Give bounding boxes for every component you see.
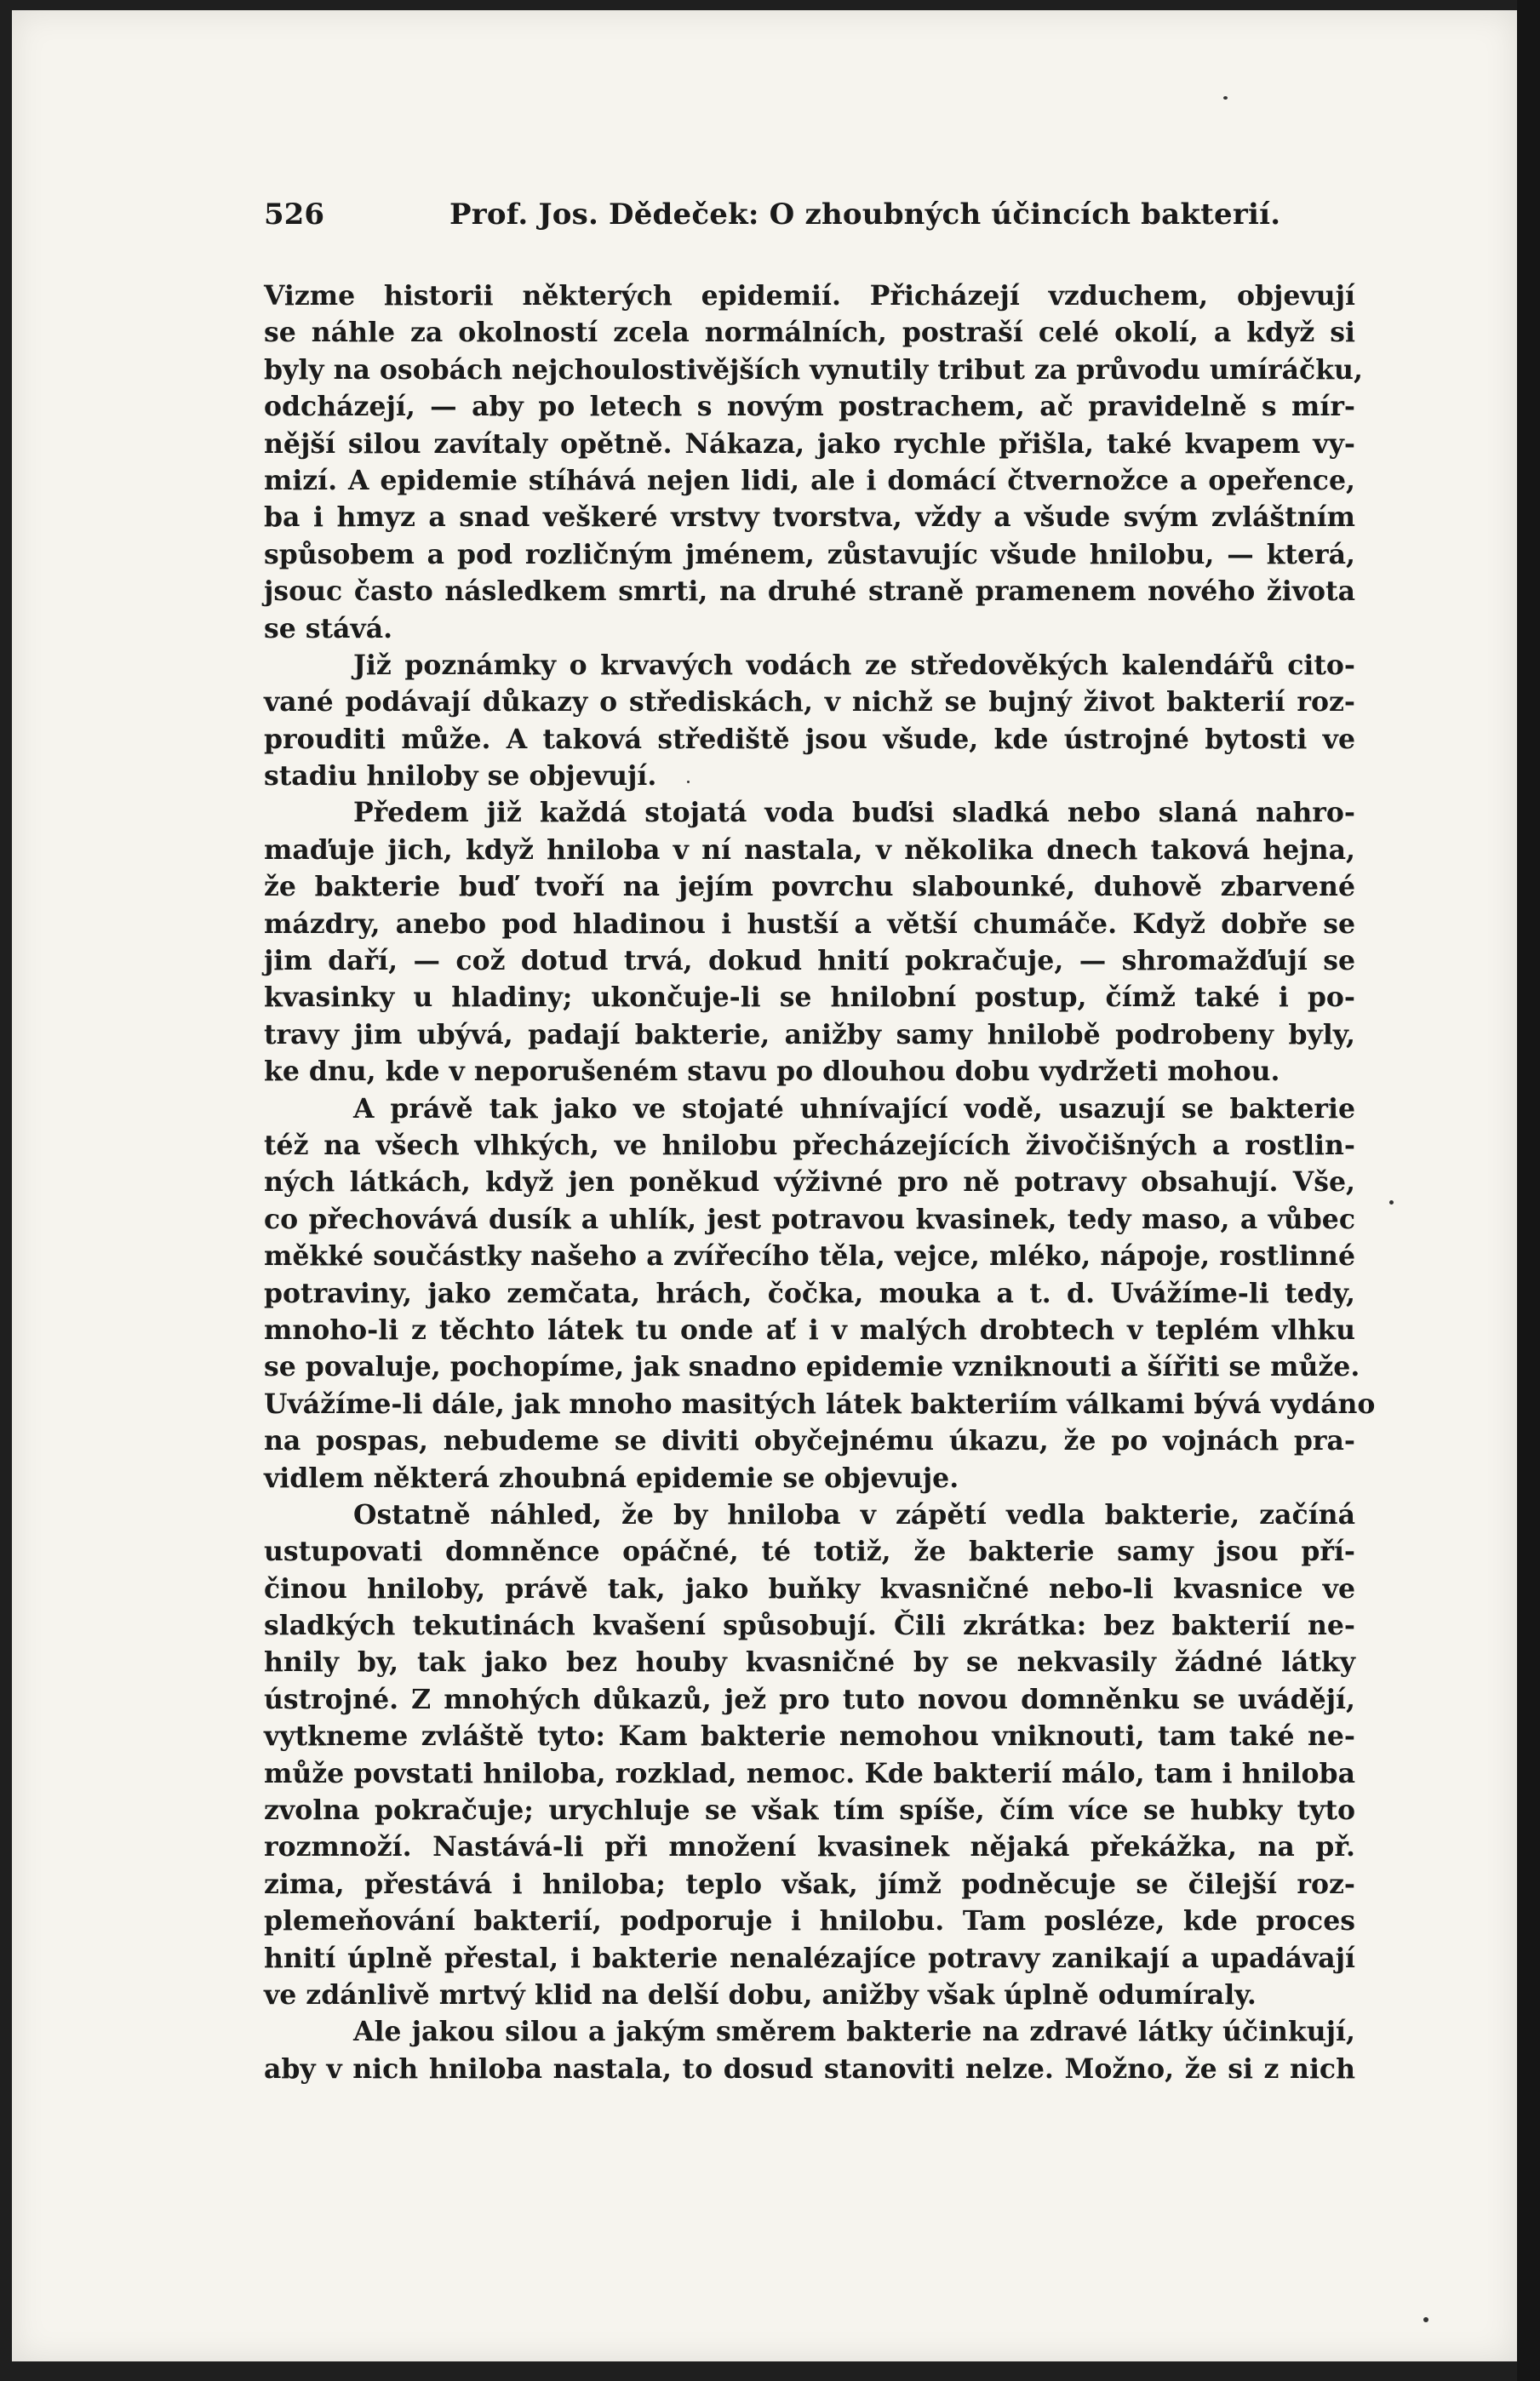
text-line: měkké součástky našeho a zvířecího těla, vejce, mléko, nápoje, rostlinné xyxy=(264,1240,1355,1273)
text-line: vané podávají důkazy o střediskách, v nichž se bujný život bakterií roz- xyxy=(264,686,1355,718)
text-line: nější silou zavítaly opětně. Nákaza, jako rychle přišla, také kvapem vy- xyxy=(264,427,1355,460)
text-line: byly na osobách nejchoulostivějších vynutily tribut za průvodu umíráčku, xyxy=(264,353,1363,386)
text-line: ve zdánlivě mrtvý klid na delší dobu, anižby však úplně odumíraly. xyxy=(264,1978,1257,2011)
text-line: Předem již každá stojatá voda buďsi sladká nebo slaná nahro- xyxy=(353,797,1355,829)
text-line: též na všech vlhkých, ve hnilobu přecházejících živočišných a rostlin- xyxy=(264,1129,1355,1161)
text-line: se povaluje, pochopíme, jak snadno epidemie vzniknouti a šířiti se může. xyxy=(264,1351,1360,1383)
text-line: Ale jakou silou a jakým směrem bakterie na zdravé látky účinkují, xyxy=(353,2016,1355,2048)
text-line: jim daří, — což dotud trvá, dokud hnití pokračuje, — shromažďují se xyxy=(264,945,1355,977)
text-line: stadiu hniloby se objevují. xyxy=(264,760,657,793)
text-line: mizí. A epidemie stíhává nejen lidi, ale i domácí čtvernožce a opeřence, xyxy=(264,464,1355,496)
text-line: mnoho-li z těchto látek tu onde ať i v malých drobtech v teplém vlhku xyxy=(264,1314,1355,1346)
speck-mark xyxy=(687,781,690,783)
text-line: že bakterie buď tvoří na jejím povrchu slabounké, duhově zbarvené xyxy=(264,871,1355,903)
body-text xyxy=(264,278,1376,2087)
text-line: ustupovati domněnce opáčné, té totiž, že bakterie samy jsou pří- xyxy=(264,1536,1355,1568)
text-line: Již poznámky o krvavých vodách ze středověkých kalendářů cito- xyxy=(353,649,1355,681)
speck-mark xyxy=(1223,96,1228,100)
text-line: se stává. xyxy=(264,612,393,644)
text-line: Vizme historii některých epidemií. Přicházejí vzduchem, objevují xyxy=(264,280,1355,312)
text-line: hnití úplně přestal, i bakterie nenalézajíce potravy zanikají a upadávají xyxy=(264,1942,1355,1974)
page-number: 526 xyxy=(264,197,324,232)
text-line: ke dnu, kde v neporušeném stavu po dlouhou dobu vydržeti mohou. xyxy=(264,1056,1280,1088)
text-line: ných látkách, když jen poněkud výživné pro ně potravy obsahují. Vše, xyxy=(264,1166,1355,1199)
text-line: ústrojné. Z mnohých důkazů, jež pro tuto novou domněnku se uvádějí, xyxy=(264,1683,1355,1715)
text-line: travy jim ubývá, padají bakterie, anižby samy hnilobě podrobeny byly, xyxy=(264,1018,1355,1050)
text-line: maďuje jich, když hniloba v ní nastala, v několika dnech taková hejna, xyxy=(264,833,1355,866)
text-line: kvasinky u hladiny; ukončuje-li se hnilobní postup, čímž také i po- xyxy=(264,982,1355,1014)
text-line: co přechovává dusík a uhlík, jest potravou kvasinek, tedy maso, a vůbec xyxy=(264,1203,1355,1235)
text-line: potraviny, jako zemčata, hrách, čočka, mouka a t. d. Uvážíme-li tedy, xyxy=(264,1277,1355,1309)
text-line: hnily by, tak jako bez houby kvasničné by se nekvasily žádné látky xyxy=(264,1646,1355,1679)
text-line: činou hniloby, právě tak, jako buňky kvasničné nebo-li kvasnice ve xyxy=(264,1572,1355,1605)
text-line: A právě tak jako ve stojaté uhnívající vodě, usazují se bakterie xyxy=(353,1092,1355,1125)
text-line: se náhle za okolností zcela normálních, postraší celé okolí, a když si xyxy=(264,317,1355,349)
running-head: Prof. Jos. Dědeček: O zhoubných účincích bakterií. xyxy=(449,197,1281,232)
text-line: aby v nich hniloba nastala, to dosud stanoviti nelze. Možno, že si z nich xyxy=(264,2052,1355,2085)
text-line: ba i hmyz a snad veškeré vrstvy tvorstva, vždy a všude svým zvláštním xyxy=(264,501,1355,534)
text-line: Ostatně náhled, že by hniloba v zápětí vedla bakterie, začíná xyxy=(353,1498,1355,1531)
text-line: jsouc často následkem smrti, na druhé straně pramenem nového života xyxy=(264,575,1355,608)
text-line: zvolna pokračuje; urychluje se však tím spíše, čím více se hubky tyto xyxy=(264,1794,1355,1827)
text-line: Uvážíme-li dále, jak mnoho masitých látek bakteriím válkami bývá vydáno xyxy=(264,1388,1376,1420)
scan-edge xyxy=(1517,0,1540,2381)
text-line: vytkneme zvláště tyto: Kam bakterie nemohou vniknouti, tam také ne- xyxy=(264,1720,1355,1753)
text-line: vidlem některá zhoubná epidemie se objevuje. xyxy=(264,1462,959,1494)
text-line: odcházejí, — aby po letech s novým postrachem, ač pravidelně s mír- xyxy=(264,391,1355,423)
text-line: plemeňování bakterií, podporuje i hnilobu. Tam posléze, kde proces xyxy=(264,1905,1355,1937)
text-line: může povstati hniloba, rozklad, nemoc. Kde bakterií málo, tam i hniloba xyxy=(264,1757,1355,1789)
text-line: zima, přestává i hniloba; teplo však, jímž podněcuje se čilejší roz- xyxy=(264,1868,1355,1900)
text-line: rozmnoží. Nastává-li při množení kvasinek nějaká překážka, na př. xyxy=(264,1831,1355,1863)
text-line: prouditi může. A taková střediště jsou všude, kde ústrojné bytosti ve xyxy=(264,723,1355,755)
text-line: na pospas, nebudeme se diviti obyčejnému úkazu, že po vojnách pra- xyxy=(264,1425,1355,1457)
text-line: mázdry, anebo pod hladinou i hustší a větší chumáče. Když dobře se xyxy=(264,907,1355,940)
text-line: spůsobem a pod rozličným jménem, zůstavujíc všude hnilobu, — která, xyxy=(264,538,1355,570)
speck-mark xyxy=(1389,1200,1394,1205)
text-line: sladkých tekutinách kvašení spůsobují. Čili zkrátka: bez bakterií ne- xyxy=(264,1610,1355,1642)
speck-mark xyxy=(1423,2317,1428,2322)
